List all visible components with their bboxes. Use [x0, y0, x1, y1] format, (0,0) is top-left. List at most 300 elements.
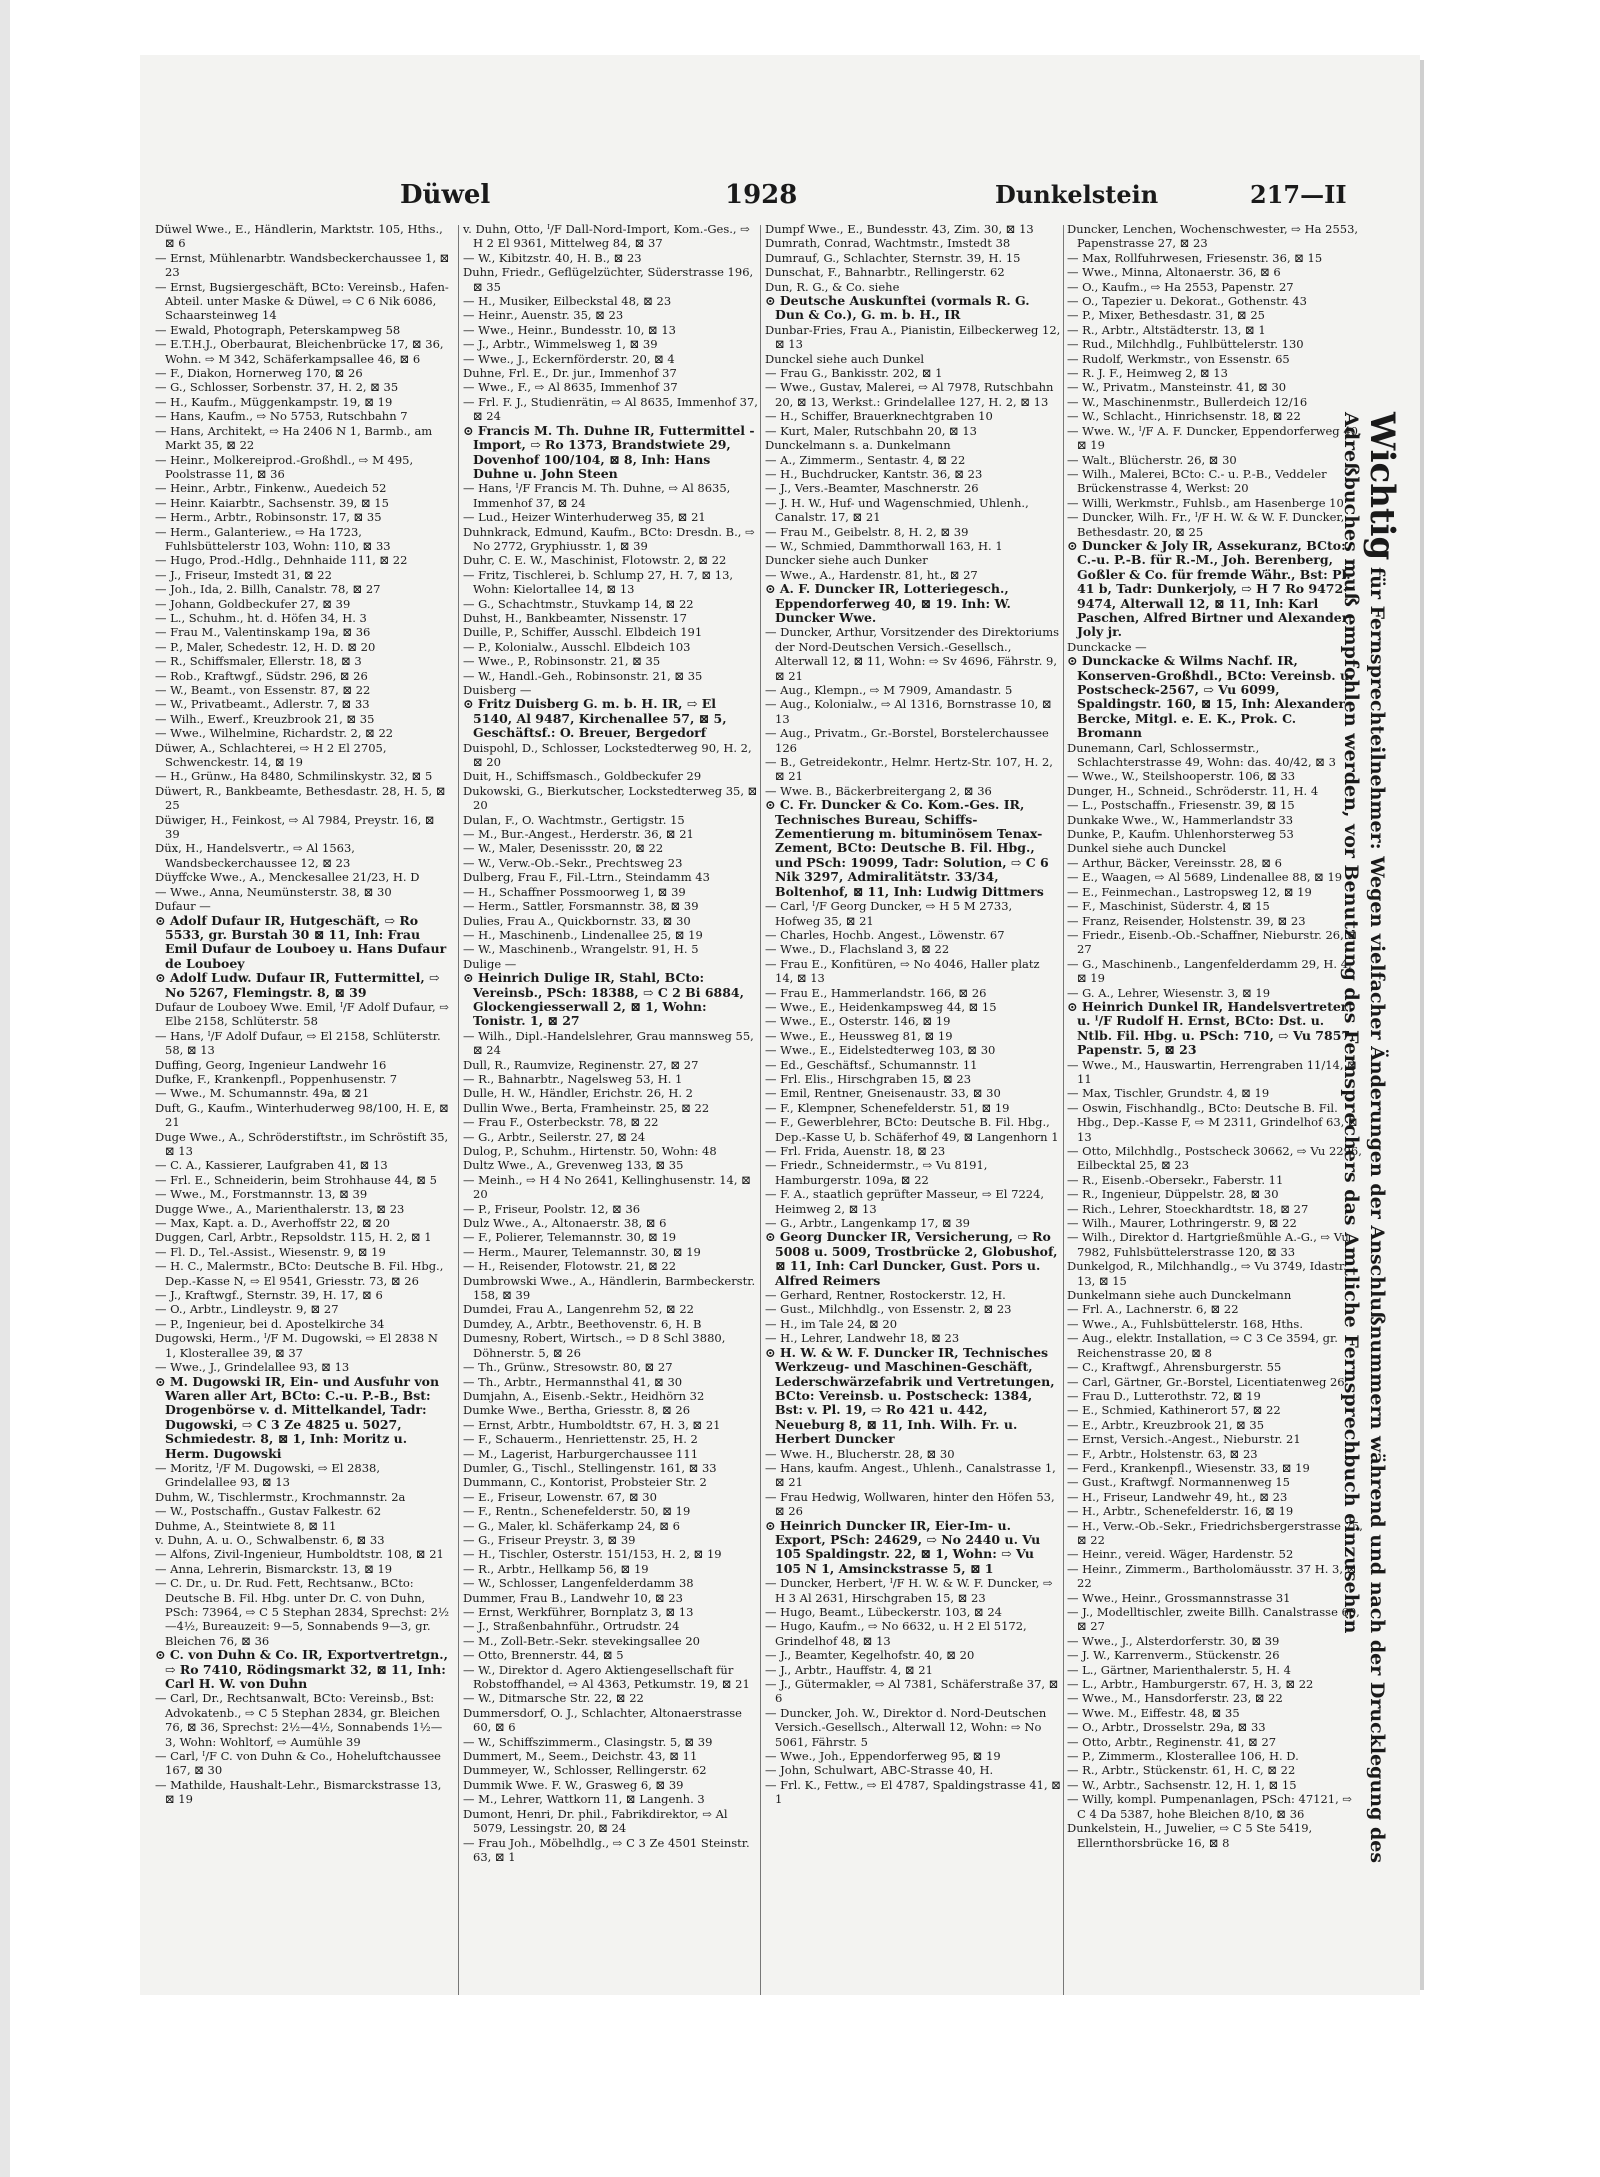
directory-entry: — F., Diakon, Hornerweg 170, ⊠ 26 [155, 366, 363, 381]
directory-entry: Dumesny, Robert, Wirtsch., ⇨ D 8 Schl 3880, Döhnerstr. 5, ⊠ 26 [463, 1331, 726, 1360]
directory-entry: — H., im Tale 24, ⊠ 20 [765, 1316, 898, 1331]
directory-entry: — L., Gärtner, Marienthalerstr. 5, H. 4 [1067, 1662, 1291, 1677]
directory-entry: — Emil, Rentner, Gneisenaustr. 33, ⊠ 30 [765, 1086, 1001, 1101]
directory-entry: — A., Zimmerm., Sentastr. 4, ⊠ 22 [765, 452, 966, 467]
sidebar-notice [1340, 412, 1402, 1992]
directory-entry: — Frau M., Geibelstr. 8, H. 2, ⊠ 39 [765, 524, 969, 539]
directory-entry: — W., Kibitzstr. 40, H. B., ⊠ 23 [463, 250, 642, 265]
directory-entry: — Aug., elektr. Installation, ⇨ C 3 Ce 3594, gr. Reichenstrasse 20, ⊠ 8 [1067, 1331, 1338, 1360]
directory-entry: — Herm., Sattler, Forsmannstr. 38, ⊠ 39 [463, 899, 699, 914]
directory-entry: — Wwe., P., Robinsonstr. 21, ⊠ 35 [463, 654, 661, 669]
directory-entry: — J., Straßenbahnführ., Ortrudstr. 24 [463, 1619, 680, 1634]
directory-entry: — Wwe., A., Fuhlsbüttelerstr. 168, Hths. [1067, 1316, 1303, 1331]
directory-entry: — Ewald, Photograph, Peterskampweg 58 [155, 322, 401, 337]
directory-entry: — O., Tapezier u. Dekorat., Gothenstr. 43 [1067, 294, 1308, 309]
directory-entry: — Wwe., Anna, Neumünsterstr. 38, ⊠ 30 [155, 884, 392, 899]
directory-entry: Dumont, Henri, Dr. phil., Fabrikdirektor, ⇨ Al 5079, Lessingstr. 20, ⊠ 24 [463, 1806, 728, 1836]
directory-entry: — Heinr., Auenstr. 35, ⊠ 23 [463, 308, 624, 323]
directory-entry: Dufaur de Louboey Wwe. Emil, ᴵ/F Adolf Dufaur, ⇨ Elbe 2158, Schlüterstr. 58 [155, 999, 449, 1029]
directory-entry: — Wwe., D., Flachsland 3, ⊠ 22 [765, 942, 950, 957]
directory-entry: — E.T.H.J., Oberbaurat, Bleichenbrücke 17, ⊠ 36, Wohn. ⇨ M 342, Schäferkampsallee 46, ⊠ 6 [155, 337, 444, 366]
directory-entry: — F. A., staatlich geprüfter Masseur, ⇨ El 7224, Heimweg 2, ⊠ 13 [765, 1187, 1045, 1216]
directory-entry: — L., Schuhm., ht. d. Höfen 34, H. 3 [155, 610, 367, 625]
directory-entry: ⊙ Heinrich Duncker IR, Eier-Im- u. Export, PSch: 24629, ⇨ No 2440 u. Vu 105 Spaldingstr. 22, ⊠ 1, Wohn: ⇨ Vu 105 N 1, Amsinckstrasse 5, ⊠ 1 [765, 1517, 1041, 1576]
directory-entry: — J., Modelltischler, zweite Billh. Canalstrasse 60, ⊠ 27 [1067, 1605, 1360, 1634]
directory-entry: — Th., Arbtr., Hermannsthal 41, ⊠ 30 [463, 1374, 683, 1389]
directory-entry: — Frau E., Konfitüren, ⇨ No 4046, Haller platz 14, ⊠ 13 [765, 956, 1040, 986]
directory-entry: — Frl. K., Fettw., ⇨ El 4787, Spaldingstrasse 41, ⊠ 1 [765, 1777, 1061, 1807]
directory-entry: — H., Lehrer, Landwehr 18, ⊠ 23 [765, 1331, 960, 1346]
directory-entry: Dufke, F., Krankenpfl., Poppenhusenstr. 7 [155, 1071, 398, 1086]
directory-entry: — Friedr., Schneidermstr., ⇨ Vu 8191, Hamburgerstr. 109a, ⊠ 22 [765, 1158, 988, 1187]
directory-entry: — Heinr. Kaiarbtr., Sachsenstr. 39, ⊠ 15 [155, 495, 389, 510]
directory-entry: — Hans, Architekt, ⇨ Ha 2406 N 1, Barmb., am Markt 35, ⊠ 22 [155, 423, 433, 453]
directory-entry: — O., Arbtr., Drosselstr. 29a, ⊠ 33 [1067, 1720, 1266, 1735]
directory-entry: — Wilh., Dipl.-Handelslehrer, Grau mannsweg 55, ⊠ 24 [463, 1028, 754, 1058]
directory-entry: ⊙ C. Fr. Duncker & Co. Kom.-Ges. IR, Technisches Bureau, Schiffs-Zementierung m. bituminösem Tenax-Zement, BCto: Deutsche B. Fil. Hbg., und PSch: 19099, Tadr: Solution, ⇨ C 6 Nik 3297, Admiralitätstr. 33/34, Boltenhof, ⊠ 11, Inh: Ludwig Dittmers [765, 797, 1049, 899]
directory-entry: — W., Arbtr., Sachsenstr. 12, H. 1, ⊠ 15 [1067, 1777, 1297, 1792]
directory-entry: — F., Gewerblehrer, BCto: Deutsche B. Fil. Hbg., Dep.-Kasse U, b. Schäferhof 49, ⊠ Langenhorn 1 [765, 1115, 1059, 1144]
directory-entry: — Frau Joh., Möbelhdlg., ⇨ C 3 Ze 4501 Steinstr. 63, ⊠ 1 [463, 1835, 750, 1864]
directory-entry: — Aug., Klempn., ⇨ M 7909, Amandastr. 5 [765, 683, 1013, 697]
directory-entry: — Ernst, Bugsiergeschäft, BCto: Vereinsb., Hafen-Abteil. unter Maske & Düwel, ⇨ C 6 Nik 6086, Schaarsteinweg 14 [155, 279, 449, 323]
directory-entry: — J., Arbtr., Wimmelsweg 1, ⊠ 39 [463, 337, 658, 352]
directory-entry: — W., Maler, Desenissstr. 20, ⊠ 22 [463, 841, 664, 856]
directory-entry: — Wwe., Heinr., Grossmannstrasse 31 [1067, 1590, 1291, 1605]
directory-entry: — W., Ditmarsche Str. 22, ⊠ 22 [463, 1691, 644, 1706]
directory-entry: — F., Maschinist, Süderstr. 4, ⊠ 15 [1067, 899, 1270, 914]
directory-entry: — H., Musiker, Eilbeckstal 48, ⊠ 23 [463, 294, 672, 309]
directory-entry: — Frau Hedwig, Wollwaren, hinter den Höfen 53, ⊠ 26 [765, 1489, 1055, 1519]
directory-entry: Dulz Wwe., A., Altonaerstr. 38, ⊠ 6 [463, 1216, 667, 1231]
directory-entry: — Ernst, Werkführer, Bornplatz 3, ⊠ 13 [463, 1605, 694, 1619]
directory-entry: — Lud., Heizer Winterhuderweg 35, ⊠ 21 [463, 510, 706, 525]
directory-entry: Dunger, H., Schneid., Schröderstr. 11, H. 4 [1067, 783, 1319, 798]
directory-entry: Duispohl, D., Schlosser, Lockstedterweg 90, H. 2, ⊠ 20 [463, 740, 752, 770]
directory-entry: — Alfons, Zivil-Ingenieur, Humboldtstr. 108, ⊠ 21 [155, 1547, 444, 1562]
directory-entry: — E., Schmied, Kathinerort 57, ⊠ 22 [1067, 1403, 1281, 1418]
directory-entry: — Herm., Galanteriew., ⇨ Ha 1723, Fuhlsbüttelerstr 103, Wohn: 110, ⊠ 33 [155, 524, 391, 553]
directory-entry: — H., Tischler, Osterstr. 151/153, H. 2, ⊠ 19 [463, 1547, 722, 1562]
directory-entry: — J., Arbtr., Hauffstr. 4, ⊠ 21 [765, 1662, 933, 1677]
directory-entry: — Fritz, Tischlerei, b. Schlump 27, H. 7, ⊠ 13, Wohn: Kielortallee 14, ⊠ 13 [463, 567, 734, 597]
directory-entry: Duggen, Carl, Arbtr., Repsoldstr. 115, H. 2, ⊠ 1 [155, 1230, 432, 1245]
directory-entry: — C. A., Kassierer, Laufgraben 41, ⊠ 13 [155, 1158, 388, 1173]
directory-entry: Duncker, Lenchen, Wochenschwester, ⇨ Ha 2553, Papenstrasse 27, ⊠ 23 [1067, 222, 1359, 251]
directory-entry: — Carl, Gärtner, Gr.-Borstel, Licentiatenweg 26 [1067, 1374, 1345, 1389]
directory-entry: — Wwe., M., Hauswartin, Herrengraben 11/14, ⊠ 11 [1067, 1057, 1357, 1086]
directory-entry: — Otto, Brennerstr. 44, ⊠ 5 [463, 1648, 624, 1663]
directory-entry: Dufaur — [155, 899, 211, 914]
directory-entry: — E., Feinmechan., Lastropsweg 12, ⊠ 19 [1067, 884, 1312, 899]
directory-entry: — Anna, Lehrerin, Bismarckstr. 13, ⊠ 19 [155, 1561, 393, 1576]
directory-entry: — Frl. Frida, Auenstr. 18, ⊠ 23 [765, 1144, 946, 1158]
directory-entry: — H., Maschinenb., Lindenallee 25, ⊠ 19 [463, 927, 703, 942]
directory-entry: — M., Zoll-Betr.-Sekr. stevekingsallee 20 [463, 1633, 700, 1648]
directory-entry: Dunkelgod, R., Milchhandlg., ⇨ Vu 3749, Idastr. 13, ⊠ 15 [1067, 1259, 1347, 1288]
directory-entry: — Carl, ᴵ/F Georg Duncker, ⇨ H 5 M 2733, Hofweg 35, ⊠ 21 [765, 899, 1013, 928]
directory-entry: — Heinr., Arbtr., Finkenw., Auedeich 52 [155, 481, 387, 496]
directory-entry: — Joh., Ida, 2. Billh, Canalstr. 78, ⊠ 27 [155, 582, 381, 597]
directory-entry: — Ed., Geschäftsf., Schumannstr. 11 [765, 1057, 978, 1072]
directory-entry: Dulies, Frau A., Quickbornstr. 33, ⊠ 30 [463, 913, 691, 928]
directory-entry: — Carl, Dr., Rechtsanwalt, BCto: Vereinsb., Bst: Advokatenb., ⇨ C 5 Stephan 2834, gr. Bleichen 76, ⊠ 36, Sprechst: 2½—4½, Sonnabends 1½—3, Wohn: Wohltorf, ⇨ Aumühle 39 [155, 1691, 443, 1749]
directory-entry: — J. H. W., Huf- und Wagenschmied, Uhlenh., Canalstr. 17, ⊠ 21 [765, 495, 1029, 525]
directory-entry: Dulberg, Frau F., Fil.-Ltrn., Steindamm 43 [463, 870, 710, 885]
directory-entry: — H., Verw.-Ob.-Sekr., Friedrichsbergerstrasse 75, ⊠ 22 [1067, 1518, 1363, 1547]
directory-entry: — F., Polierer, Telemannstr. 30, ⊠ 19 [463, 1230, 677, 1245]
page-header [230, 180, 1380, 216]
directory-entry: — G., Friseur Preystr. 3, ⊠ 39 [463, 1532, 636, 1547]
directory-entry: Dulan, F., O. Wachtmstr., Gertigstr. 15 [463, 812, 685, 827]
directory-entry: Dummeyer, W., Schlosser, Rellingerstr. 62 [463, 1763, 707, 1778]
directory-entry: — W., Direktor d. Agero Aktiengesellschaft für Robstoffhandel, ⇨ Al 4363, Petkumstr. 19, ⊠ 21 [463, 1662, 750, 1692]
directory-entry: — Heinr., vereid. Wäger, Hardenstr. 52 [1067, 1547, 1294, 1562]
directory-entry: — Duncker, Arthur, Vorsitzender des Direktoriums der Nord-Deutschen Versich.-Gesellsch., Alterwall 12, ⊠ 11, Wohn: ⇨ Sv 4696, Fährstr. 9, ⊠ 21 [765, 625, 1060, 683]
directory-entry: — Wwe. B., Bäckerbreitergang 2, ⊠ 36 [765, 783, 992, 798]
directory-entry: — C., Kraftwgf., Ahrensburgerstr. 55 [1067, 1360, 1282, 1375]
directory-entry: — H., Arbtr., Schenefelderstr. 16, ⊠ 19 [1067, 1504, 1294, 1519]
directory-entry: — H., Grünw., Ha 8480, Schmilinskystr. 32, ⊠ 5 [155, 769, 433, 784]
directory-entry: — Wwe., E., Osterstr. 146, ⊠ 19 [765, 1014, 951, 1029]
directory-entry: — E., Arbtr., Kreuzbrook 21, ⊠ 35 [1067, 1417, 1265, 1432]
directory-entry: ⊙ Dunckacke & Wilms Nachf. IR, Konserven-Großhdl., BCto: Vereinsb. u. Postscheck-2567, ⇨ Vu 6099, Spaldingstr. 160, ⊠ 15, Inh: Alexander Bercke, Mitgl. e. E. K., Prok. C. Bromann [1067, 653, 1354, 741]
directory-entry: — Rudolf, Werkmstr., von Essenstr. 65 [1067, 351, 1290, 366]
directory-entry: — Herm., Arbtr., Robinsonstr. 17, ⊠ 35 [155, 510, 382, 525]
directory-entry: — Wwe., E., Heidenkampsweg 44, ⊠ 15 [765, 999, 997, 1014]
directory-entry: — Aug., Privatm., Gr.-Borstel, Borstelerchaussee 126 [765, 726, 1049, 755]
header-last-name: Dunkelstein [995, 180, 1159, 209]
directory-columns [155, 222, 1375, 2002]
directory-entry: Dumler, G., Tischl., Stellingenstr. 161, ⊠ 33 [463, 1460, 717, 1475]
directory-entry: — Hans, ᴵ/F Adolf Dufaur, ⇨ El 2158, Schlüterstr. 58, ⊠ 13 [155, 1028, 441, 1058]
directory-entry: — Wilh., Ewerf., Kreuzbrook 21, ⊠ 35 [155, 711, 375, 726]
directory-entry: — H. C., Malermstr., BCto: Deutsche B. Fil. Hbg., Dep.-Kasse N, ⇨ El 9541, Griesstr. 73, ⊠ 26 [155, 1259, 444, 1288]
directory-entry: — Max, Rollfuhrwesen, Friesenstr. 36, ⊠ 15 [1067, 250, 1323, 265]
directory-entry: ⊙ Adolf Dufaur IR, Hutgeschäft, ⇨ Ro 5533, gr. Burstah 30 ⊠ 11, Inh: Frau Emil Dufaur de Louboey u. Hans Dufaur de Louboey [155, 912, 447, 971]
sidebar-notice-body: für Fernsprechteilnehmer: Wegen vielfacher Änderungen der Anschlußnummern während und nach der Drucklegung des Adreßbuches muß empfohlen werden, vor Benutzung des Fernsprechers das Amtliche Fernsprechbuch einzusehen [1340, 412, 1388, 1864]
directory-entry: — H., Buchdrucker, Kantstr. 36, ⊠ 23 [765, 466, 983, 481]
directory-entry: — Wilh., Malerei, BCto: C.- u. P.-B., Veddeler Brückenstrasse 4, Werkst: 20 [1067, 466, 1327, 496]
directory-entry: — Frl. E., Schneiderin, beim Strohhause 44, ⊠ 5 [155, 1172, 437, 1187]
directory-entry: — J., Friseur, Imstedt 31, ⊠ 22 [155, 567, 332, 582]
directory-entry: — P., Kolonialw., Ausschl. Elbdeich 103 [463, 639, 691, 654]
directory-entry: — O., Kaufm., ⇨ Ha 2553, Papenstr. 27 [1067, 279, 1294, 294]
directory-entry: — Wwe., F., ⇨ Al 8635, Immenhof 37 [463, 380, 678, 395]
directory-entry: — G. A., Lehrer, Wiesenstr. 3, ⊠ 19 [1067, 985, 1271, 1000]
directory-entry: Dunckacke — [1067, 639, 1147, 654]
header-year: 1928 [725, 180, 798, 210]
directory-entry: — Wwe., W., Steilshooperstr. 106, ⊠ 33 [1067, 769, 1296, 784]
directory-entry: — Arthur, Bäcker, Vereinsstr. 28, ⊠ 6 [1067, 855, 1282, 870]
directory-entry: — J., Gütermakler, ⇨ Al 7381, Schäferstraße 37, ⊠ 6 [765, 1677, 1059, 1706]
directory-column-4 [1067, 222, 1363, 2002]
directory-entry: — Wwe. H., Blucherstr. 28, ⊠ 30 [765, 1446, 955, 1461]
directory-entry: — Duncker, Wilh. Fr., ᴵ/F H. W. & W. F. Duncker, Bethesdastr. 20, ⊠ 25 [1067, 510, 1345, 539]
directory-entry: Dulle, H. W., Händler, Erichstr. 26, H. 2 [463, 1086, 693, 1101]
directory-entry: Duhr, C. E. W., Maschinist, Flotowstr. 2, ⊠ 22 [463, 553, 727, 568]
directory-entry: — Frau E., Hammerlandstr. 166, ⊠ 26 [765, 985, 987, 1000]
directory-entry: — Hugo, Beamt., Lübeckerstr. 103, ⊠ 24 [765, 1605, 1002, 1619]
directory-entry: — Frau F., Osterbeckstr. 78, ⊠ 22 [463, 1115, 659, 1130]
directory-entry: Dugowski, Herm., ᴵ/F M. Dugowski, ⇨ El 2838 N 1, Klosterallee 39, ⊠ 37 [155, 1331, 438, 1360]
directory-entry: Duft, G., Kaufm., Winterhuderweg 98/100, H. E, ⊠ 21 [155, 1100, 449, 1130]
directory-entry: Düwiger, H., Feinkost, ⇨ Al 7984, Preystr. 16, ⊠ 39 [155, 812, 435, 842]
directory-entry: Düwer, A., Schlachterei, ⇨ H 2 El 2705, Schwenckestr. 14, ⊠ 19 [155, 740, 387, 770]
directory-entry: Dummert, M., Seem., Deichstr. 43, ⊠ 11 [463, 1749, 698, 1764]
directory-entry: — Hugo, Prod.-Hdlg., Dehnhaide 111, ⊠ 22 [155, 553, 408, 568]
directory-entry: — H., Reisender, Flotowstr. 21, ⊠ 22 [463, 1259, 677, 1274]
directory-entry: — C. Dr., u. Dr. Rud. Fett, Rechtsanw., BCto: Deutsche B. Fil. Hbg. unter Dr. C. von Duhn, PSch: 73964, ⇨ C 5 Stephan 2834, Sprechst: 2½—4½, Bureauzeit: 9—5, Sonnabends 9—3, gr. Bleichen 76, ⊠ 36 [155, 1576, 450, 1648]
directory-entry: — R. J. F., Heimweg 2, ⊠ 13 [1067, 366, 1228, 381]
directory-entry: Düwert, R., Bankbeamte, Bethesdastr. 28, H. 5, ⊠ 25 [155, 783, 446, 813]
directory-entry: Dummersdorf, O. J., Schlachter, Altonaerstrasse 60, ⊠ 6 [463, 1705, 742, 1735]
directory-entry: Dulige — [463, 956, 517, 971]
directory-entry: ⊙ Georg Duncker IR, Versicherung, ⇨ Ro 5008 u. 5009, Trostbrücke 2, Globushof, ⊠ 11, Inh: Carl Duncker, Gust. Pors u. Alfred Reimers [765, 1229, 1058, 1288]
directory-entry: Duit, H., Schiffsmasch., Goldbeckufer 29 [463, 769, 702, 784]
directory-entry: Dunemann, Carl, Schlossermstr., Schlachterstrasse 49, Wohn: das. 40/42, ⊠ 3 [1067, 740, 1336, 770]
directory-entry: — Meinh., ⇨ H 4 No 2641, Kellinghusenstr. 14, ⊠ 20 [463, 1172, 751, 1202]
directory-entry: — Willy, kompl. Pumpenanlagen, PSch: 47121, ⇨ C 4 Da 5387, hohe Bleichen 8/10, ⊠ 36 [1067, 1792, 1353, 1821]
header-first-name: Düwel [400, 180, 491, 210]
directory-entry: — W., Postschaffn., Gustav Falkestr. 62 [155, 1504, 382, 1519]
directory-entry: — Franz, Reisender, Holstenstr. 39, ⊠ 23 [1067, 913, 1306, 928]
sidebar-notice-heading: Wichtig [1362, 412, 1402, 561]
directory-entry: Dull, R., Raumvize, Reginenstr. 27, ⊠ 27 [463, 1057, 699, 1072]
directory-column-2 [463, 222, 759, 2002]
directory-entry: ⊙ Heinrich Dunkel IR, Handelsvertreter u. ᴵ/F Rudolf H. Ernst, BCto: Dst. u. Ntlb. Fil. Hbg. u. PSch: 710, ⇨ Vu 7857, Papenstr. 5, ⊠ 23 [1067, 998, 1355, 1058]
directory-entry: — Wwe. M., Eiffestr. 48, ⊠ 35 [1067, 1705, 1240, 1720]
directory-entry: Duille, P., Schiffer, Ausschl. Elbdeich 191 [463, 625, 703, 640]
directory-entry: — H., Kaufm., Müggenkampstr. 19, ⊠ 19 [155, 394, 393, 409]
directory-entry: — Johann, Goldbeckufer 27, ⊠ 39 [155, 596, 351, 611]
directory-entry: — Wwe., J., Eckernförderstr. 20, ⊠ 4 [463, 351, 675, 366]
directory-entry: — Wwe., A., Hardenstr. 81, ht., ⊠ 27 [765, 567, 978, 582]
directory-entry: — Wwe., Joh., Eppendorferweg 95, ⊠ 19 [765, 1749, 1001, 1764]
directory-entry: — Ernst, Arbtr., Humboldtstr. 67, H. 3, ⊠ 21 [463, 1417, 721, 1432]
directory-entry: — Gust., Kraftwgf. Normannenweg 15 [1067, 1475, 1290, 1490]
directory-entry: ⊙ Deutsche Auskunftei (vormals R. G. Dun & Co.), G. m. b. H., IR [765, 293, 1030, 323]
directory-entry: — Wwe., Wilhelmine, Richardstr. 2, ⊠ 22 [155, 726, 394, 741]
directory-entry: — G., Maschinenb., Langenfelderdamm 29, H. 4, ⊠ 19 [1067, 956, 1352, 986]
directory-entry: — W., Schiffszimmerm., Clasingstr. 5, ⊠ 39 [463, 1734, 713, 1749]
directory-entry: — J. W., Karrenverm., Stückenstr. 26 [1067, 1648, 1280, 1663]
directory-entry: ⊙ Heinrich Dulige IR, Stahl, BCto: Vereinsb., PSch: 18388, ⇨ C 2 Bi 6884, Glockengiesserwall 2, ⊠ 1, Wohn: Tonistr. 1, ⊠ 27 [463, 970, 744, 1029]
directory-entry: Dumdey, A., Arbtr., Beethovenstr. 6, H. B [463, 1316, 702, 1331]
directory-entry: Duhne, Frl. E., Dr. jur., Immenhof 37 [463, 366, 677, 381]
directory-entry: ⊙ Duncker & Joly IR, Assekuranz, BCto: C.-u. P.-B. für R.-M., Joh. Berenberg, Goßler & Co. für fremde Währ., Bst: Pl. 41 b, Tadr: Dunkerjoly, ⇨ H 7 Ro 9472—9474, Alterwall 12, ⊠ 11, Inh: Karl Paschen, Alfred Birtner und Alexander Joly jr. [1067, 537, 1356, 640]
directory-entry: — P., Ingenieur, bei d. Apostelkirche 34 [155, 1316, 385, 1331]
directory-entry: ⊙ C. von Duhn & Co. IR, Exportvertretgn., ⇨ Ro 7410, Rödingsmarkt 32, ⊠ 11, Inh: Carl H. W. von Duhn [155, 1647, 448, 1692]
directory-entry: — Mathilde, Haushalt-Lehr., Bismarckstrasse 13, ⊠ 19 [155, 1777, 442, 1807]
directory-entry: — Th., Grünw., Stresowstr. 80, ⊠ 27 [463, 1360, 673, 1375]
directory-entry: — G., Schachtmstr., Stuvkamp 14, ⊠ 22 [463, 596, 694, 611]
directory-entry: — L., Arbtr., Hamburgerstr. 67, H. 3, ⊠ 22 [1067, 1677, 1314, 1692]
directory-entry: — Max, Tischler, Grundstr. 4, ⊠ 19 [1067, 1086, 1270, 1101]
directory-entry: v. Duhn, Otto, ᴵ/F Dall-Nord-Import, Kom.-Ges., ⇨ H 2 El 9361, Mittelweg 84, ⊠ 37 [463, 222, 750, 251]
directory-entry: — Rud., Milchhdlg., Fuhlbüttelerstr. 130 [1067, 337, 1304, 352]
directory-entry: — G., Arbtr., Langenkamp 17, ⊠ 39 [765, 1216, 970, 1231]
directory-entry: — W., Privatm., Mansteinstr. 41, ⊠ 30 [1067, 380, 1287, 395]
directory-entry: — Ferd., Krankenpfl., Wiesenstr. 33, ⊠ 19 [1067, 1460, 1310, 1475]
directory-entry: — Hans, Kaufm., ⇨ No 5753, Rutschbahn 7 [155, 409, 408, 424]
directory-entry: — W., Schlacht., Hinrichsenstr. 18, ⊠ 22 [1067, 409, 1301, 424]
directory-entry: Dumrath, Conrad, Wachtmstr., Imstedt 38 [765, 236, 1011, 251]
directory-entry: ⊙ H. W. & W. F. Duncker IR, Technisches Werkzeug- und Maschinen-Geschäft, Lederschwärzefabrik und Vertretungen, BCto: Vereinsb. u. Postscheck: 1384, Bst: v. Pl. 19, ⇨ Ro 421 u. 442, Neueburg 8, ⊠ 11, Inh. Wilh. Fr. u. Herbert Duncker [765, 1344, 1055, 1447]
directory-entry: — F., Rentn., Schenefelderstr. 50, ⊠ 19 [463, 1504, 691, 1519]
directory-entry: — Heinr., Zimmerm., Bartholomäusstr. 37 H. 3, ⊠ 22 [1067, 1561, 1357, 1591]
directory-entry: Dullin Wwe., Berta, Framheinstr. 25, ⊠ 22 [463, 1100, 710, 1115]
directory-entry: — Heinr., Molkereiprod.-Großhdl., ⇨ M 495, Poolstrasse 11, ⊠ 36 [155, 452, 414, 481]
directory-entry: — Rich., Lehrer, Stoeckhardtstr. 18, ⊠ 27 [1067, 1201, 1309, 1216]
directory-entry: — Wilh., Maurer, Lothringerstr. 9, ⊠ 22 [1067, 1216, 1297, 1231]
directory-entry: Duhst, H., Bankbeamter, Nissenstr. 17 [463, 610, 687, 625]
directory-entry: — W., Schmied, Dammthorwall 163, H. 1 [765, 538, 1003, 553]
directory-entry: — M., Lagerist, Harburgerchaussee 111 [463, 1446, 699, 1461]
directory-entry: — Otto, Arbtr., Reginenstr. 41, ⊠ 27 [1067, 1734, 1277, 1749]
directory-entry: — J., Vers.-Beamter, Maschnerstr. 26 [765, 481, 979, 496]
directory-entry: — P., Friseur, Poolstr. 12, ⊠ 36 [463, 1201, 641, 1216]
directory-entry: — E., Waagen, ⇨ Al 5689, Lindenallee 88, ⊠ 19 [1067, 870, 1343, 885]
directory-entry: — Frau G., Bankisstr. 202, ⊠ 1 [765, 366, 943, 381]
directory-entry: — Max, Kapt. a. D., Averhoffstr 22, ⊠ 20 [155, 1216, 390, 1231]
directory-entry: — Herm., Maurer, Telemannstr. 30, ⊠ 19 [463, 1244, 701, 1259]
directory-entry: ⊙ A. F. Duncker IR, Lotteriegesch., Eppendorferweg 40, ⊠ 19. Inh: W. Duncker Wwe. [765, 581, 1011, 625]
directory-entry: — O., Arbtr., Lindleystr. 9, ⊠ 27 [155, 1302, 339, 1317]
directory-entry: — Wwe., E., Heussweg 81, ⊠ 19 [765, 1028, 953, 1043]
directory-entry: Dunbar-Fries, Frau A., Pianistin, Eilbeckerweg 12, ⊠ 13 [765, 322, 1061, 352]
directory-entry: — R., Bahnarbtr., Nagelsweg 53, H. 1 [463, 1071, 683, 1086]
directory-entry: — Fl. D., Tel.-Assist., Wiesenstr. 9, ⊠ 19 [155, 1244, 386, 1259]
directory-entry: — H., Schiffer, Brauerknechtgraben 10 [765, 409, 993, 424]
directory-entry: Düwel Wwe., E., Händlerin, Marktstr. 105, Hths., ⊠ 6 [155, 222, 443, 251]
directory-entry: Duncker siehe auch Dunker [765, 553, 928, 568]
directory-entry: Dukowski, G., Bierkutscher, Lockstedterweg 35, ⊠ 20 [463, 783, 758, 813]
directory-entry: — P., Maler, Schedestr. 12, H. D. ⊠ 20 [155, 639, 376, 654]
directory-entry: — R., Arbtr., Stückenstr. 61, H. C, ⊠ 22 [1067, 1763, 1296, 1778]
directory-entry: — Duncker, Herbert, ᴵ/F H. W. & W. F. Duncker, ⇨ H 3 Al 2631, Hirschgraben 15, ⊠ 23 [765, 1576, 1053, 1605]
directory-column-1 [155, 222, 451, 2002]
directory-entry: Dunke, P., Kaufm. Uhlenhorsterweg 53 [1067, 827, 1294, 842]
directory-entry: — Frl. A., Lachnerstr. 6, ⊠ 22 [1067, 1302, 1239, 1317]
directory-entry: Dumke Wwe., Bertha, Griesstr. 8, ⊠ 26 [463, 1403, 691, 1418]
directory-entry: Düx, H., Handelsvertr., ⇨ Al 1563, Wandsbeckerchaussee 12, ⊠ 23 [155, 841, 355, 870]
page-edge-shadow [1420, 60, 1424, 1990]
directory-entry: ⊙ Fritz Duisberg G. m. b. H. IR, ⇨ El 5140, Al 9487, Kirchenallee 57, ⊠ 5, Geschäftsf.: O. Breuer, Bergedorf [463, 696, 727, 741]
directory-entry: v. Duhn, A. u. O., Schwalbenstr. 6, ⊠ 33 [155, 1532, 385, 1547]
directory-entry: — Oswin, Fischhandlg., BCto: Deutsche B. Fil. Hbg., Dep.-Kasse F, ⇨ M 2311, Grindelhof 63, ⊠ 13 [1067, 1100, 1358, 1144]
directory-entry: — P., Mixer, Bethesdastr. 31, ⊠ 25 [1067, 308, 1265, 323]
directory-entry: Dumbrowski Wwe., A., Händlerin, Barmbeckerstr. 158, ⊠ 39 [463, 1273, 756, 1303]
directory-entry: Dunkelstein, H., Juwelier, ⇨ C 5 Ste 5419, Ellernthorsbrücke 16, ⊠ 8 [1067, 1821, 1313, 1850]
directory-entry: Duffing, Georg, Ingenieur Landwehr 16 [155, 1057, 387, 1072]
directory-entry: — Walt., Blücherstr. 26, ⊠ 30 [1067, 452, 1237, 467]
directory-entry: — R., Arbtr., Altstädterstr. 13, ⊠ 1 [1067, 322, 1266, 337]
directory-entry: — F., Arbtr., Holstenstr. 63, ⊠ 23 [1067, 1446, 1258, 1461]
directory-entry: Dummik Wwe. F. W., Grasweg 6, ⊠ 39 [463, 1777, 684, 1792]
directory-entry: — H., Friseur, Landwehr 49, ht., ⊠ 23 [1067, 1489, 1288, 1504]
directory-entry: — G., Arbtr., Seilerstr. 27, ⊠ 24 [463, 1129, 646, 1144]
directory-entry: Dummer, Frau B., Landwehr 10, ⊠ 23 [463, 1590, 683, 1605]
directory-entry: Duhn, Friedr., Geflügelzüchter, Süderstrasse 196, ⊠ 35 [463, 265, 754, 294]
directory-entry: — Wwe., M., Forstmannstr. 13, ⊠ 39 [155, 1187, 368, 1202]
directory-entry: — E., Friseur, Lowenstr. 67, ⊠ 30 [463, 1489, 657, 1504]
directory-entry: — L., Postschaffn., Friesenstr. 39, ⊠ 15 [1067, 798, 1295, 813]
directory-entry: — Frau D., Lutterothstr. 72, ⊠ 19 [1067, 1388, 1261, 1403]
directory-entry: — W., Beamt., von Essenstr. 87, ⊠ 22 [155, 683, 371, 697]
directory-entry: ⊙ Adolf Ludw. Dufaur IR, Futtermittel, ⇨ No 5267, Flemingstr. 8, ⊠ 39 [155, 970, 440, 1000]
directory-entry: — Gerhard, Rentner, Rostockerstr. 12, H. [765, 1288, 1006, 1303]
directory-entry: Duhme, A., Steintwiete 8, ⊠ 11 [155, 1518, 337, 1533]
header-page-number: 217—II [1250, 180, 1347, 209]
scan-edge [0, 0, 10, 2177]
sidebar-notice-text [1340, 412, 1402, 1992]
directory-column-3 [765, 222, 1061, 2002]
directory-entry: — Gust., Milchhdlg., von Essenstr. 2, ⊠ 23 [765, 1302, 1012, 1317]
directory-entry: — Moritz, ᴵ/F M. Dugowski, ⇨ El 2838, Grindelallee 93, ⊠ 13 [155, 1460, 381, 1490]
directory-entry: ⊙ Francis M. Th. Duhne IR, Futtermittel - Import, ⇨ Ro 1373, Brandstwiete 29, Dovenhof 100/104, ⊠ 8, Inh: Hans Duhne u. John Steen [463, 422, 755, 481]
directory-entry: — Wwe., Gustav, Malerei, ⇨ Al 7978, Rutschbahn 20, ⊠ 13, Werkst.: Grindelallee 127, H. 2, ⊠ 13 [765, 380, 1054, 409]
directory-entry: — M., Bur.-Angest., Herderstr. 36, ⊠ 21 [463, 827, 694, 842]
directory-entry: — Ernst, Versich.-Angest., Nieburstr. 21 [1067, 1432, 1301, 1447]
directory-entry: — Wwe., J., Grindelallee 93, ⊠ 13 [155, 1360, 350, 1375]
directory-entry: Dunckel siehe auch Dunkel [765, 351, 925, 366]
directory-entry: — F., Klempner, Schenefelderstr. 51, ⊠ 19 [765, 1100, 1010, 1115]
directory-entry: — Hugo, Kaufm., ⇨ No 6632, u. H 2 El 5172, Grindelhof 48, ⊠ 13 [765, 1619, 1027, 1648]
directory-entry: — Wwe. W., ᴵ/F A. F. Duncker, Eppendorferweg 40, ⊠ 19 [1067, 423, 1362, 453]
directory-entry: Dunschat, F., Bahnarbtr., Rellingerstr. 62 [765, 265, 1005, 280]
directory-entry: — R., Eisenb.-Obersekr., Faberstr. 11 [1067, 1172, 1284, 1187]
directory-entry: — W., Handl.-Geh., Robinsonstr. 21, ⊠ 35 [463, 668, 703, 683]
directory-entry: Dun, R. G., & Co. siehe [765, 279, 900, 294]
directory-entry: Dunckelmann s. a. Dunkelmann [765, 438, 951, 453]
directory-entry: Dunkel siehe auch Dunckel [1067, 841, 1227, 856]
directory-entry: — Wwe., Heinr., Bundesstr. 10, ⊠ 13 [463, 322, 676, 337]
directory-entry: — W., Maschinenb., Wrangelstr. 91, H. 5 [463, 942, 699, 957]
directory-entry: Dumrauf, G., Schlachter, Sternstr. 39, H. 15 [765, 250, 1021, 265]
directory-entry: — Willi, Werkmstr., Fuhlsb., am Hasenberge 10 [1067, 495, 1344, 510]
directory-entry: Dumjahn, A., Eisenb.-Sektr., Heidhörn 32 [463, 1388, 705, 1403]
directory-entry: — R., Arbtr., Hellkamp 56, ⊠ 19 [463, 1561, 649, 1576]
directory-entry: — Charles, Hochb. Angest., Löwenstr. 67 [765, 927, 1005, 942]
directory-entry: Dunkelmann siehe auch Dunckelmann [1067, 1288, 1292, 1303]
directory-entry: — Rob., Kraftwgf., Südstr. 296, ⊠ 26 [155, 668, 368, 683]
directory-entry: — Aug., Kolonialw., ⇨ Al 1316, Bornstrasse 10, ⊠ 13 [765, 697, 1052, 726]
directory-entry: — R., Schiffsmaler, Ellerstr. 18, ⊠ 3 [155, 654, 362, 669]
directory-entry: — J., Beamter, Kegelhofstr. 40, ⊠ 20 [765, 1648, 975, 1663]
directory-entry: Düyffcke Wwe., A., Menckesallee 21/23, H. D [155, 870, 420, 885]
directory-entry: — Duncker, Joh. W., Direktor d. Nord-Deutschen Versich.-Gesellsch., Alterwall 12, Wohn: ⇨ No 5061, Fährstr. 5 [765, 1705, 1047, 1749]
directory-entry: Dumdei, Frau A., Langenrehm 52, ⊠ 22 [463, 1302, 694, 1317]
directory-entry: — Wwe., E., Eidelstedterweg 103, ⊠ 30 [765, 1043, 996, 1058]
directory-entry: — Hans, ᴵ/F Francis M. Th. Duhne, ⇨ Al 8635, Immenhof 37, ⊠ 24 [463, 481, 731, 510]
directory-entry: — W., Schlosser, Langenfelderdamm 38 [463, 1576, 694, 1591]
directory-entry: — Wilh., Direktor d. Hartgrießmühle A.-G., ⇨ Vu 7982, Fuhlsbüttelerstrasse 120, ⊠ 33 [1067, 1230, 1349, 1259]
directory-entry: — F., Schauerm., Henriettenstr. 25, H. 2 [463, 1432, 698, 1447]
directory-entry: — Otto, Milchhdlg., Postscheck 30662, ⇨ Vu 2296, Eilbecktal 25, ⊠ 23 [1067, 1144, 1362, 1173]
directory-entry: Duhm, W., Tischlermstr., Krochmannstr. 2a [155, 1489, 406, 1504]
directory-entry: — W., Privatbeamt., Adlerstr. 7, ⊠ 33 [155, 697, 370, 712]
directory-entry: Dunkake Wwe., W., Hammerlandstr 33 [1067, 812, 1294, 827]
directory-entry: — Wwe., Minna, Altonaerstr. 36, ⊠ 6 [1067, 265, 1281, 280]
directory-entry: — Ernst, Mühlenarbtr. Wandsbeckerchaussee 1, ⊠ 23 [155, 250, 450, 280]
directory-entry: — Wwe., M., Hansdorferstr. 23, ⊠ 22 [1067, 1691, 1283, 1706]
directory-entry: Dulog, P., Schuhm., Hirtenstr. 50, Wohn: 48 [463, 1144, 717, 1158]
directory-entry: — H., Schaffner Possmoorweg 1, ⊠ 39 [463, 884, 686, 899]
directory-entry: Dumpf Wwe., E., Bundesstr. 43, Zim. 30, ⊠ 13 [765, 222, 1034, 236]
directory-entry: — Kurt, Maler, Rutschbahn 20, ⊠ 13 [765, 423, 977, 438]
directory-entry: — Frl. F. J., Studienrätin, ⇨ Al 8635, Immenhof 37, ⊠ 24 [463, 394, 758, 424]
